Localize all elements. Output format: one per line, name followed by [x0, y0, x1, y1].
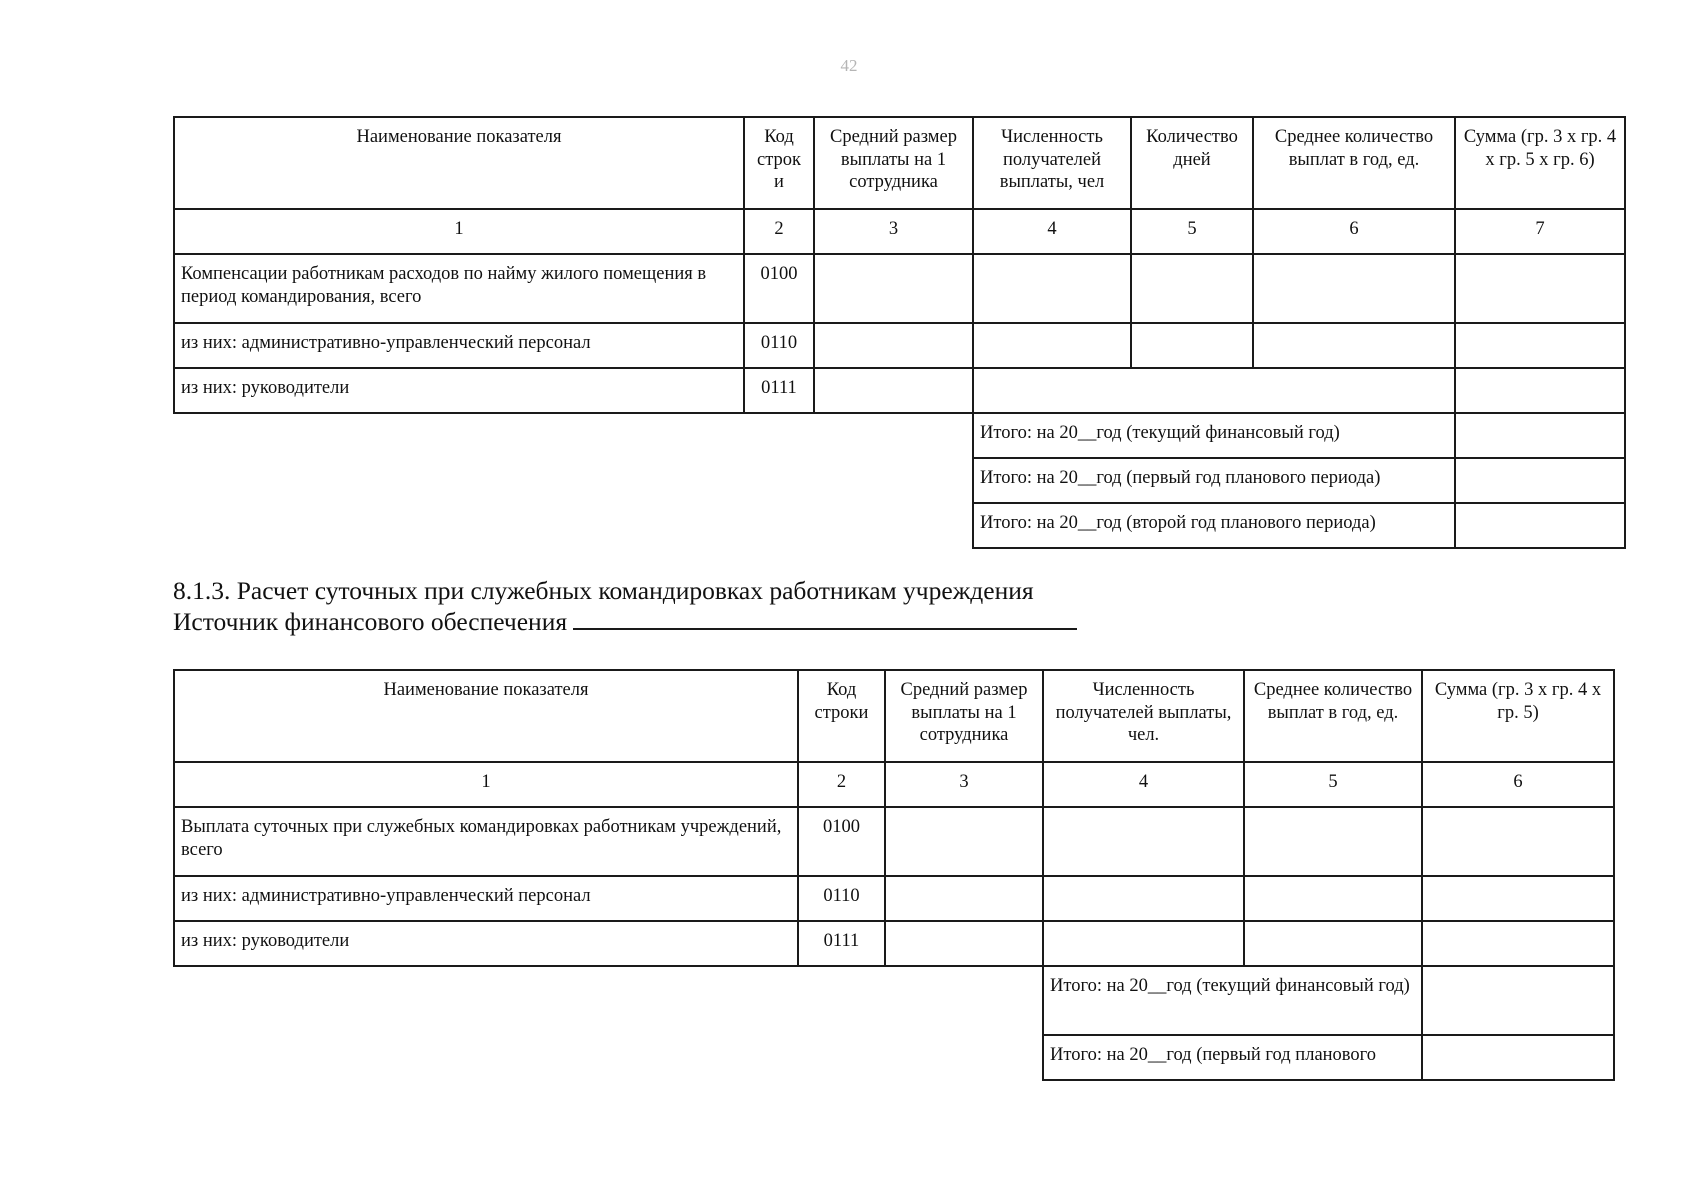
- column-header-name: Наименование показателя: [174, 670, 798, 762]
- housing-compensation-table: [173, 116, 1626, 549]
- column-number: 1: [174, 209, 744, 254]
- row-name: из них: административно-управленческий персонал: [174, 323, 744, 368]
- table-row: [174, 807, 1614, 876]
- column-number: 6: [1422, 762, 1614, 807]
- column-number-row: [174, 209, 1625, 254]
- total-value-cell[interactable]: [1455, 458, 1625, 503]
- column-number: 4: [1043, 762, 1244, 807]
- empty-cell[interactable]: [885, 876, 1043, 921]
- empty-merged-cell[interactable]: [973, 368, 1455, 413]
- total-row: [174, 966, 1614, 1035]
- column-header-code: Код строк и: [744, 117, 814, 209]
- per-diem-table: [173, 669, 1615, 1081]
- empty-cell[interactable]: [1253, 254, 1455, 323]
- table-row: [174, 921, 1614, 966]
- column-number: 1: [174, 762, 798, 807]
- empty-cell[interactable]: [1244, 876, 1422, 921]
- empty-cell[interactable]: [1131, 254, 1253, 323]
- page-number: 42: [840, 56, 858, 75]
- total-row: [174, 503, 1625, 548]
- funding-source-label: Источник финансового обеспечения: [173, 607, 568, 636]
- column-header-avg-payment: Средний размер выплаты на 1 сотрудника: [814, 117, 973, 209]
- column-number: 3: [885, 762, 1043, 807]
- total-label: Итого: на 20__год (текущий финансовый год): [973, 413, 1455, 458]
- row-name: из них: руководители: [174, 368, 744, 413]
- empty-cell[interactable]: [1455, 254, 1625, 323]
- total-label: Итого: на 20__год (второй год планового периода): [973, 503, 1455, 548]
- empty-cell[interactable]: [1422, 921, 1614, 966]
- table-row: [174, 323, 1625, 368]
- table-row: [174, 254, 1625, 323]
- total-label: Итого: на 20__год (первый год планового периода): [973, 458, 1455, 503]
- empty-cell[interactable]: [1455, 323, 1625, 368]
- row-code: 0110: [798, 876, 885, 921]
- header-row: [174, 670, 1614, 762]
- empty-cell[interactable]: [1244, 921, 1422, 966]
- empty-cell[interactable]: [1043, 921, 1244, 966]
- empty-cell[interactable]: [1422, 876, 1614, 921]
- column-number: 6: [1253, 209, 1455, 254]
- column-header-avg-payments-count: Среднее количество выплат в год, ед.: [1253, 117, 1455, 209]
- total-label: Итого: на 20__год (текущий финансовый год): [1043, 966, 1422, 1035]
- column-number: 5: [1244, 762, 1422, 807]
- empty-cell[interactable]: [1244, 807, 1422, 876]
- row-code: 0111: [798, 921, 885, 966]
- empty-cell[interactable]: [1422, 807, 1614, 876]
- empty-cell[interactable]: [973, 254, 1131, 323]
- column-header-name: Наименование показателя: [174, 117, 744, 209]
- total-value-cell[interactable]: [1422, 966, 1614, 1035]
- column-number: 3: [814, 209, 973, 254]
- column-header-recipients: Численность получателей выплаты, чел.: [1043, 670, 1244, 762]
- empty-cell[interactable]: [1131, 323, 1253, 368]
- empty-cell[interactable]: [885, 807, 1043, 876]
- empty-cell[interactable]: [814, 368, 973, 413]
- column-header-avg-payments-count: Среднее количество выплат в год, ед.: [1244, 670, 1422, 762]
- empty-cell[interactable]: [973, 323, 1131, 368]
- total-value-cell[interactable]: [1422, 1035, 1614, 1080]
- total-value-cell[interactable]: [1455, 503, 1625, 548]
- table-row: [174, 368, 1625, 413]
- column-header-avg-payment: Средний размер выплаты на 1 сотрудника: [885, 670, 1043, 762]
- empty-cell[interactable]: [1043, 807, 1244, 876]
- total-label: Итого: на 20__год (первый год планового: [1043, 1035, 1422, 1080]
- column-header-sum: Сумма (гр. 3 х гр. 4 х гр. 5 х гр. 6): [1455, 117, 1625, 209]
- row-name: Выплата суточных при служебных командировках работникам учреждений, всего: [174, 807, 798, 876]
- column-number: 4: [973, 209, 1131, 254]
- column-header-recipients: Численность получателей выплаты, чел: [973, 117, 1131, 209]
- empty-cell[interactable]: [814, 254, 973, 323]
- column-number: 2: [798, 762, 885, 807]
- total-row: [174, 413, 1625, 458]
- total-row: [174, 458, 1625, 503]
- total-value-cell[interactable]: [1455, 413, 1625, 458]
- empty-cell[interactable]: [885, 921, 1043, 966]
- total-row: [174, 1035, 1614, 1080]
- column-header-days: Количество дней: [1131, 117, 1253, 209]
- empty-cell[interactable]: [1253, 323, 1455, 368]
- column-number-row: [174, 762, 1614, 807]
- column-header-sum: Сумма (гр. 3 х гр. 4 х гр. 5): [1422, 670, 1614, 762]
- row-name: из них: руководители: [174, 921, 798, 966]
- section-title: 8.1.3. Расчет суточных при служебных командировках работникам учреждения: [173, 576, 1034, 605]
- table-row: [174, 876, 1614, 921]
- header-row: [174, 117, 1625, 209]
- row-name: Компенсации работникам расходов по найму жилого помещения в период командирования, всего: [174, 254, 744, 323]
- row-code: 0100: [798, 807, 885, 876]
- empty-cell[interactable]: [814, 323, 973, 368]
- column-header-code: Код строки: [798, 670, 885, 762]
- funding-source-line: [173, 606, 1077, 637]
- funding-source-blank[interactable]: [573, 606, 1077, 630]
- column-number: 2: [744, 209, 814, 254]
- row-code: 0100: [744, 254, 814, 323]
- column-number: 7: [1455, 209, 1625, 254]
- section-heading: [173, 575, 1077, 637]
- row-name: из них: административно-управленческий персонал: [174, 876, 798, 921]
- row-code: 0110: [744, 323, 814, 368]
- empty-cell[interactable]: [1043, 876, 1244, 921]
- column-number: 5: [1131, 209, 1253, 254]
- row-code: 0111: [744, 368, 814, 413]
- empty-cell[interactable]: [1455, 368, 1625, 413]
